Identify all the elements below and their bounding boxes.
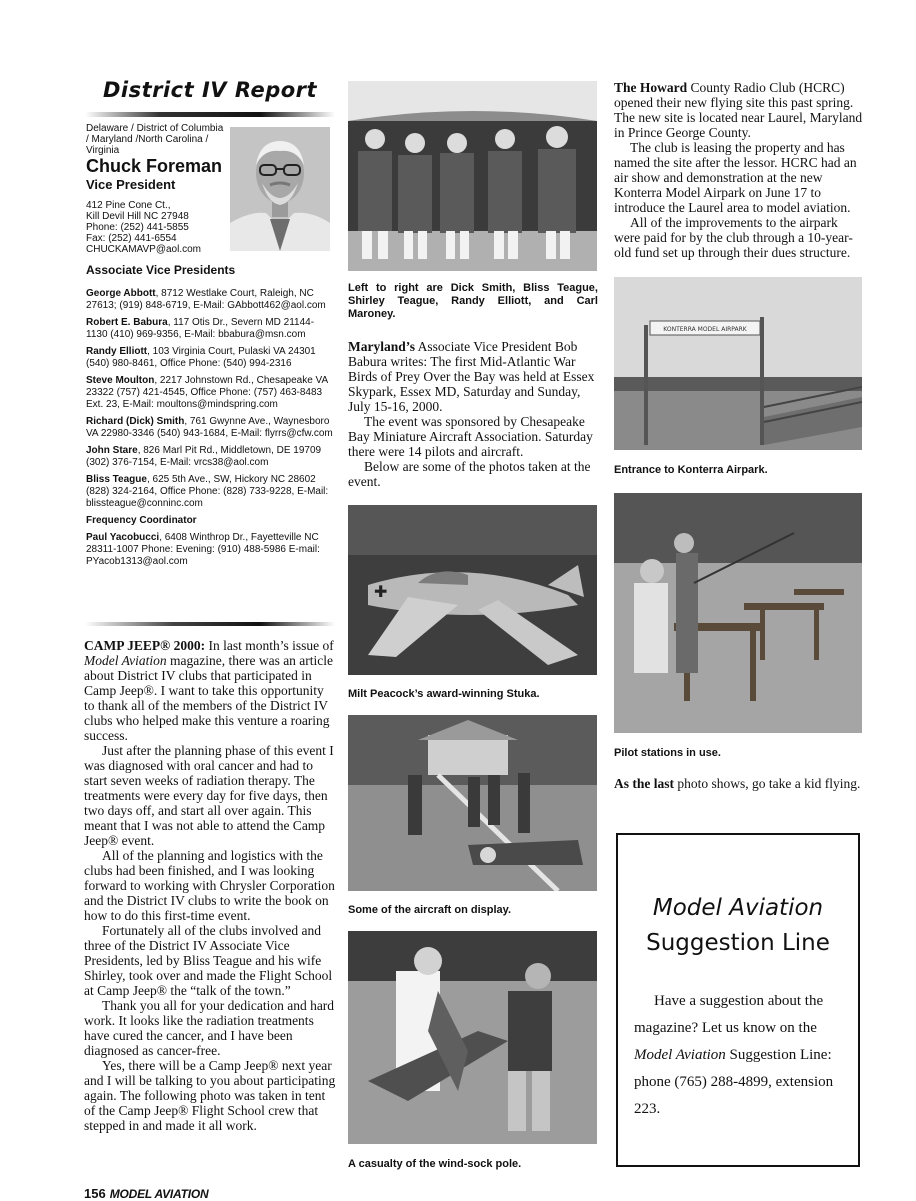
associate-details: , 625 5th Ave., SW, Hickory NC 28602 (828) 324-2164, Office Phone: (828) 733-9228, E-Mail: blissteague@conninc.com <box>86 474 329 509</box>
article-lead: Maryland’s <box>348 339 415 354</box>
konterra-entrance-caption: Entrance to Konterra Airpark. <box>614 464 768 476</box>
group-photo-caption: Left to right are Dick Smith, Bliss Teague, Shirley Teague, Randy Elliott, and Carl Maroney. <box>348 282 598 320</box>
associate-details: , 8712 Westlake Court, Raleigh, NC 27613; (919) 848-6719, E-Mail: GAbbott462@aol.com <box>86 288 326 311</box>
vice-president-title: Vice President <box>86 177 176 192</box>
associate-details: , 103 Virginia Court, Pulaski VA 24301 (540) 980-8461, Office Phone: (540) 994-2316 <box>86 346 316 369</box>
page-number: 156 <box>84 1186 106 1201</box>
magazine-name: Model Aviation <box>84 653 167 668</box>
suggestion-line-box <box>616 833 860 1167</box>
associate-details: , 826 Marl Pit Rd., Middletown, DE 19709 (302) 376-7154, E-Mail: vrcs38@aol.com <box>86 445 322 468</box>
article-paragraph: Below are some of the photos taken at the event. <box>348 459 591 489</box>
associate-name: Randy Elliott <box>86 346 148 357</box>
associate-entry <box>86 375 334 411</box>
section-rule <box>85 622 335 626</box>
article-paragraph: Fortunately all of the clubs involved and three of the District IV Associate Vice Presidents, led by Bliss Teague and his wife Shirley, took over and made the Flight School at Camp Jeep® the “talk of the town.” <box>84 923 333 998</box>
article-text: In last month’s issue of <box>205 638 334 653</box>
pilot-stations-caption: Pilot stations in use. <box>614 747 721 759</box>
associates-list <box>86 288 334 573</box>
article-paragraph: The club is leasing the property and has named the site after the lessor. HCRC had an air show and demonstration at the new Konterra Model Airpark on June 17 to introduce the Laurel area to model aviation. <box>614 140 857 215</box>
article-text: Associate Vice President Bob Babura writes: The first Mid-Atlantic War Birds of Prey Over the Bay was held at Essex Skypark, Essex MD, Saturday and Sunday, July 15-16, 2000. <box>348 339 595 414</box>
airpark-sign-text: KONTERRA MODEL AIRPARK <box>663 326 747 333</box>
svg-text:✚: ✚ <box>374 582 388 601</box>
article-text: magazine, there was an article about District IV clubs that participated in Camp Jeep®. I want to take this opportunity to thank all of the members of the District IV clubs who helped make this venture a roaring success. <box>84 653 334 743</box>
suggestion-body <box>634 988 848 1123</box>
vice-president-name: Chuck Foreman <box>86 156 223 176</box>
associate-name: John Stare <box>86 445 138 456</box>
contact-line: Kill Devil Hill NC 27948 <box>86 211 189 222</box>
associate-entry <box>86 445 334 469</box>
konterra-entrance-photo <box>614 277 862 450</box>
wind-sock-casualty-caption: A casualty of the wind-sock pole. <box>348 1158 522 1170</box>
aircraft-display-photo <box>348 715 597 891</box>
associate-name: Steve Moulton <box>86 375 155 386</box>
title-rule <box>85 112 335 117</box>
maryland-article <box>348 339 598 489</box>
article-paragraph: All of the improvements to the airpark were paid for by the club through a 10-year-old fund set up through their dues structure. <box>614 215 853 260</box>
associates-heading: Associate Vice Presidents <box>86 263 236 277</box>
howard-county-article <box>614 80 864 260</box>
coordinator-name: Paul Yacobucci <box>86 532 160 543</box>
magazine-name: Model Aviation <box>634 1047 726 1063</box>
camp-jeep-article <box>84 638 336 1133</box>
article-paragraph: Yes, there will be a Camp Jeep® next year and I will be talking to you about participating again. The following photo was taken in tent of the Camp Jeep® Flight School crew that stepped in and made it all work. <box>84 1058 336 1133</box>
article-paragraph: All of the planning and logistics with the clubs had been finished, and I was looking forward to working with Chrysler Corporation and the District IV clubs to write the book on how to do this first-time event. <box>84 848 335 923</box>
vice-president-portrait <box>230 127 330 251</box>
aircraft-display-caption: Some of the aircraft on display. <box>348 904 511 916</box>
associate-entry <box>86 346 334 370</box>
page-folio <box>84 1186 208 1201</box>
associate-entry <box>86 416 334 440</box>
coordinator-details: , 6408 Winthrop Dr., Fayetteville NC 28311-1007 Phone: Evening: (910) 488-5986 E-mail: PYacob1313@aol.com <box>86 532 320 567</box>
group-photo <box>348 81 597 271</box>
closing-note <box>614 776 864 791</box>
associate-details: , 2217 Johnstown Rd., Chesapeake VA 23322 (757) 421-4545, Office Phone: (757) 463-8483 Ext. 23, E-Mail: moultons@mindspring.com <box>86 375 328 410</box>
wind-sock-casualty-photo <box>348 931 597 1144</box>
contact-email: CHUCKAMAVP@aol.com <box>86 244 201 255</box>
district-region: Delaware / District of Columbia / Maryland /North Carolina / Virginia <box>86 123 224 156</box>
magazine-logo: MODEL AVIATION <box>109 1187 209 1201</box>
associate-details: , 117 Otis Dr., Severn MD 21144-1130 (410) 969-9356, E-Mail: bbabura@msn.com <box>86 317 315 340</box>
associate-entry <box>86 474 334 510</box>
stuka-caption: Milt Peacock’s award-winning Stuka. <box>348 688 540 700</box>
article-paragraph: The event was sponsored by Chesapeake Bay Miniature Aircraft Association. Saturday there were 14 pilots and aircraft. <box>348 414 593 459</box>
contact-line: Fax: (252) 441-6554 <box>86 233 177 244</box>
article-paragraph <box>348 339 598 414</box>
suggestion-text: Have a suggestion about the magazine? Let us know on the <box>634 993 824 1036</box>
article-paragraph <box>614 80 864 140</box>
associate-name: George Abbott <box>86 288 156 299</box>
suggestion-phone: Suggestion Line: phone (765) 288-4899, extension 223. <box>634 1047 834 1117</box>
article-paragraph: Thank you all for your dedication and hard work. It looks like the radiation treatments have cured the cancer, and I have been diagnosed as cancer-free. <box>84 998 335 1058</box>
contact-line: Phone: (252) 441-5855 <box>86 222 189 233</box>
pilot-stations-photo <box>614 493 862 733</box>
article-lead: The Howard <box>614 80 688 95</box>
suggestion-title-magazine: Model Aviation <box>652 895 824 921</box>
suggestion-title: Suggestion Line <box>646 930 830 956</box>
closing-text: photo shows, go take a kid flying. <box>674 776 861 791</box>
article-text: County Radio Club (HCRC) opened their new flying site this past spring. The new site is located near Laurel, Maryland in Prince George County. <box>614 80 863 140</box>
associate-details: , 761 Gwynne Ave., Waynesboro VA 22980-3346 (540) 943-1684, E-Mail: flyrrs@cfw.com <box>86 416 333 439</box>
associate-name: Richard (Dick) Smith <box>86 416 185 427</box>
article-paragraph <box>84 638 336 743</box>
associate-entry <box>86 288 334 312</box>
contact-line: 412 Pine Cone Ct., <box>86 200 171 211</box>
associate-entry <box>86 317 334 341</box>
frequency-coordinator-entry <box>86 532 334 568</box>
vice-president-contact <box>86 200 201 255</box>
associate-name: Robert E. Babura <box>86 317 168 328</box>
report-title: District IV Report <box>102 78 318 102</box>
closing-lead: As the last <box>614 776 674 791</box>
article-lead: CAMP JEEP® 2000: <box>84 638 206 653</box>
frequency-coordinator-heading: Frequency Coordinator <box>86 515 197 526</box>
article-paragraph: Just after the planning phase of this event I was diagnosed with oral cancer and had to start seven weeks of radiation therapy. The treatments were every day for five days, then two days off, and start all over again. This meant that I was not able to attend the Camp Jeep® event. <box>84 743 334 848</box>
associate-name: Bliss Teague <box>86 474 147 485</box>
stuka-photo <box>348 505 597 675</box>
